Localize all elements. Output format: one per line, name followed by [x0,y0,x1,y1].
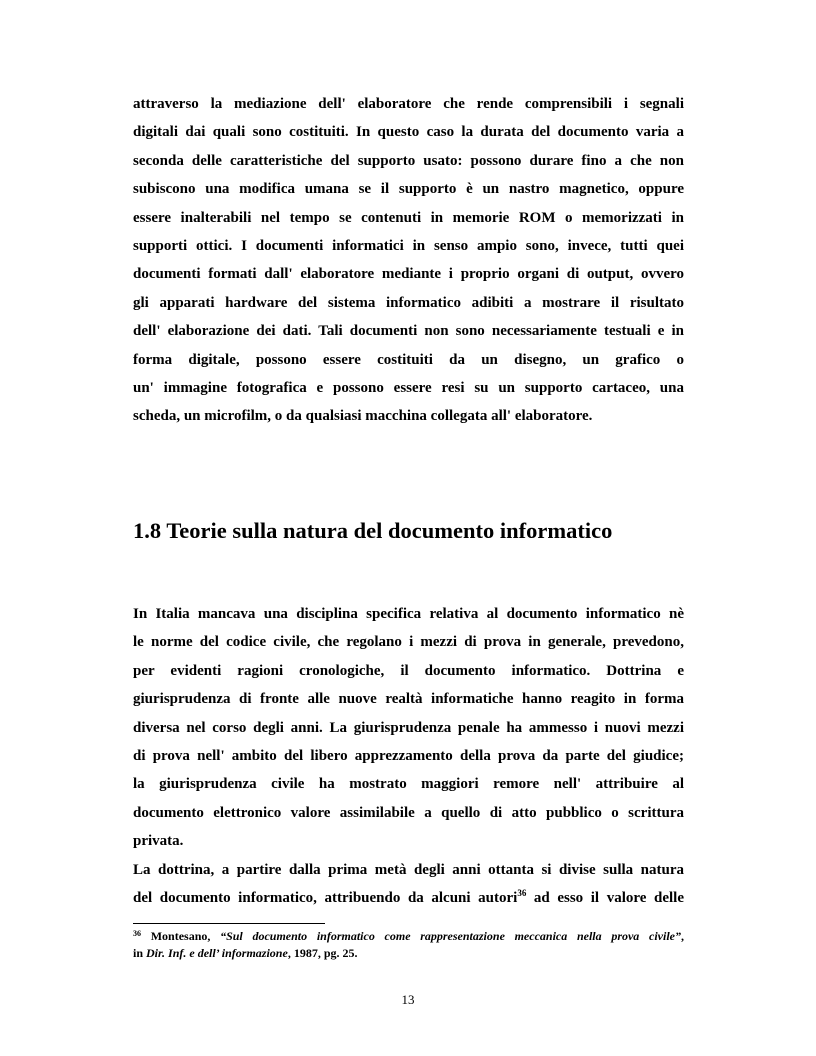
text-fragment: ad esso il valore delle [526,889,684,906]
footnote-line [133,945,684,962]
text-line: un' immagine fotografica e possono essere resi su un supporto cartaceo, una [133,379,684,396]
text-line: privata. [133,833,184,850]
text-line-with-footnote [133,884,684,912]
footnote-in: in [133,946,147,960]
text-line: scheda, un microfilm, o da qualsiasi macchina collegata all' elaboratore. [133,408,593,425]
text-line: subiscono una modifica umana se il supporto è un nastro magnetico, oppure [133,181,684,198]
text-line: essere inalterabili nel tempo se contenuti in memorie ROM o memorizzati in [133,209,684,226]
footnote-line [133,928,684,945]
text-line: documenti formati dall' elaboratore mediante i proprio organi di output, ovvero [133,266,684,283]
text-line: giurisprudenza di fronte alle nuove realtà informatiche hanno reagito in forma [133,691,684,708]
footnote [133,928,684,962]
footnote-separator [133,923,325,924]
footnote-separator-comma: , [681,929,684,943]
paragraph-2 [133,600,684,912]
text-line: digitali dai quali sono costituiti. In questo caso la durata del documento varia a [133,124,684,141]
text-line: La dottrina, a partire dalla prima metà degli anni ottanta si divise sulla natura [133,861,684,878]
footnote-reference[interactable]: 36 [517,887,527,898]
text-line: di prova nell' ambito del libero apprezzamento della prova da parte del giudice; [133,747,684,764]
footnote-number: 36 [133,929,141,938]
text-line: forma digitale, possono essere costituiti da un disegno, un grafico o [133,351,684,368]
text-line: dell' elaborazione dei dati. Tali documenti non sono necessariamente testuali e in [133,323,684,340]
footnote-rest: , 1987, pg. 25. [287,946,358,960]
text-line: le norme del codice civile, che regolano i mezzi di prova in generale, prevedono, [133,634,684,651]
text-line: per evidenti ragioni cronologiche, il documento informatico. Dottrina e [133,662,684,679]
paragraph-1 [133,90,684,431]
text-line: seconda delle caratteristiche del supporto usato: possono durare fino a che non [133,152,684,169]
text-line: supporti ottici. I documenti informatici in senso ampio sono, invece, tutti quei [133,237,684,254]
section-heading: 1.8 Teorie sulla natura del documento informatico [133,518,613,543]
text-fragment: del documento informatico, attribuendo da alcuni autori [133,889,518,906]
text-line: documento elettronico valore assimilabile a quello di atto pubblico o scrittura [133,804,684,821]
text-line: gli apparati hardware del sistema informatico adibiti a mostrare il risultato [133,294,684,311]
text-line: la giurisprudenza civile ha mostrato maggiori remore nell' attribuire al [133,776,684,793]
page-number: 13 [401,992,415,1007]
text-line: In Italia mancava una disciplina specifica relativa al documento informatico nè [133,606,684,622]
text-line: attraverso la mediazione dell' elaboratore che rende comprensibili i segnali [133,96,684,112]
footnote-journal: Dir. Inf. e dell’ informazione [146,946,288,960]
footnote-author: Montesano, [141,929,221,943]
text-line: diversa nel corso degli anni. La giurisprudenza penale ha ammesso i nuovi mezzi [133,719,684,736]
footnote-title: “Sul documento informatico come rappresentazione meccanica nella prova civile” [220,929,681,943]
